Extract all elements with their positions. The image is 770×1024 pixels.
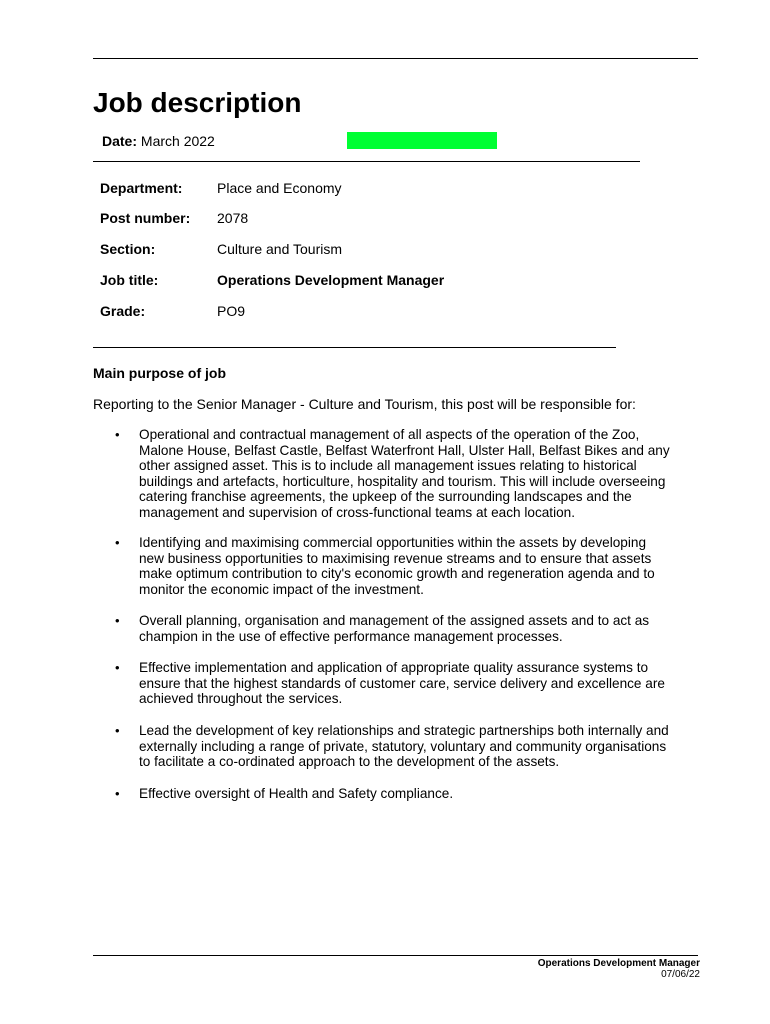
post-number-label: Post number: [100, 210, 191, 226]
detail-row-section [100, 240, 620, 258]
date-label: Date: [102, 133, 138, 149]
section-value: Culture and Tourism [217, 241, 343, 257]
page-title: Job description [93, 87, 302, 118]
details-divider [93, 347, 616, 348]
job-title-label: Job title: [100, 272, 159, 288]
list-item-text: Identifying and maximising commercial opportunities within the assets by developing new business opportunities to maximising revenue streams and to ensure that assets make optimum contribution to city's economic growth and regeneration agenda and to monitor the economic impact of the investment. [139, 535, 655, 597]
job-title-value: Operations Development Manager [217, 272, 445, 288]
page-footer [538, 958, 700, 980]
bullet-icon: • [115, 723, 120, 738]
list-item-text: Lead the development of key relationships and strategic partnerships both internally and externally including a range of private, statutory, voluntary and community organisations to facilitate a co-ordinated approach to the development of the assets. [139, 723, 669, 770]
list-item-text: Operational and contractual management of all aspects of the operation of the Zoo, Malone House, Belfast Castle, Belfast Waterfront Hall, Ulster Hall, Belfast Bikes and any other assigned asset. This is to include all management issues relating to historical buildings and artefacts, horticulture, hospitality and tourism. This will include overseeing catering franchise agreements, the upkeep of the surrounding landscapes and the management and supervision of cross-functional teams at each location. [139, 427, 670, 520]
date-divider [93, 161, 640, 162]
detail-row-job-title [100, 271, 620, 289]
grade-label: Grade: [100, 303, 146, 319]
department-label: Department: [100, 180, 183, 196]
bullet-icon: • [115, 427, 120, 442]
list-item-text: Overall planning, organisation and management of the assigned assets and to act as champion in the use of effective performance management processes. [139, 613, 650, 644]
date-value: March 2022 [140, 133, 215, 149]
top-divider [93, 58, 698, 59]
grade-value: PO9 [217, 303, 246, 319]
detail-row-department [100, 179, 620, 197]
detail-row-post-number [100, 209, 620, 227]
department-value: Place and Economy [217, 180, 342, 196]
section-heading-main-purpose: Main purpose of job [93, 365, 226, 381]
footer-title: Operations Development Manager [537, 958, 700, 969]
main-purpose-intro: Reporting to the Senior Manager - Culture and Tourism, this post will be responsible for: [93, 396, 636, 412]
redaction-highlight [347, 132, 497, 149]
footer-divider [93, 955, 698, 956]
bullet-icon: • [115, 535, 120, 550]
list-item-text: Effective implementation and application of appropriate quality assurance systems to ensure that the highest standards of customer care, service delivery and excellence are achieved throughout the services. [139, 660, 665, 707]
bullet-icon: • [115, 786, 120, 801]
post-number-value: 2078 [217, 210, 249, 226]
list-item-text: Effective oversight of Health and Safety compliance. [139, 786, 454, 801]
footer-date: 07/06/22 [661, 969, 700, 980]
bullet-icon: • [115, 660, 120, 675]
detail-row-grade [100, 302, 620, 320]
date-line [102, 133, 215, 150]
bullet-icon: • [115, 613, 120, 628]
section-label: Section: [100, 241, 156, 257]
